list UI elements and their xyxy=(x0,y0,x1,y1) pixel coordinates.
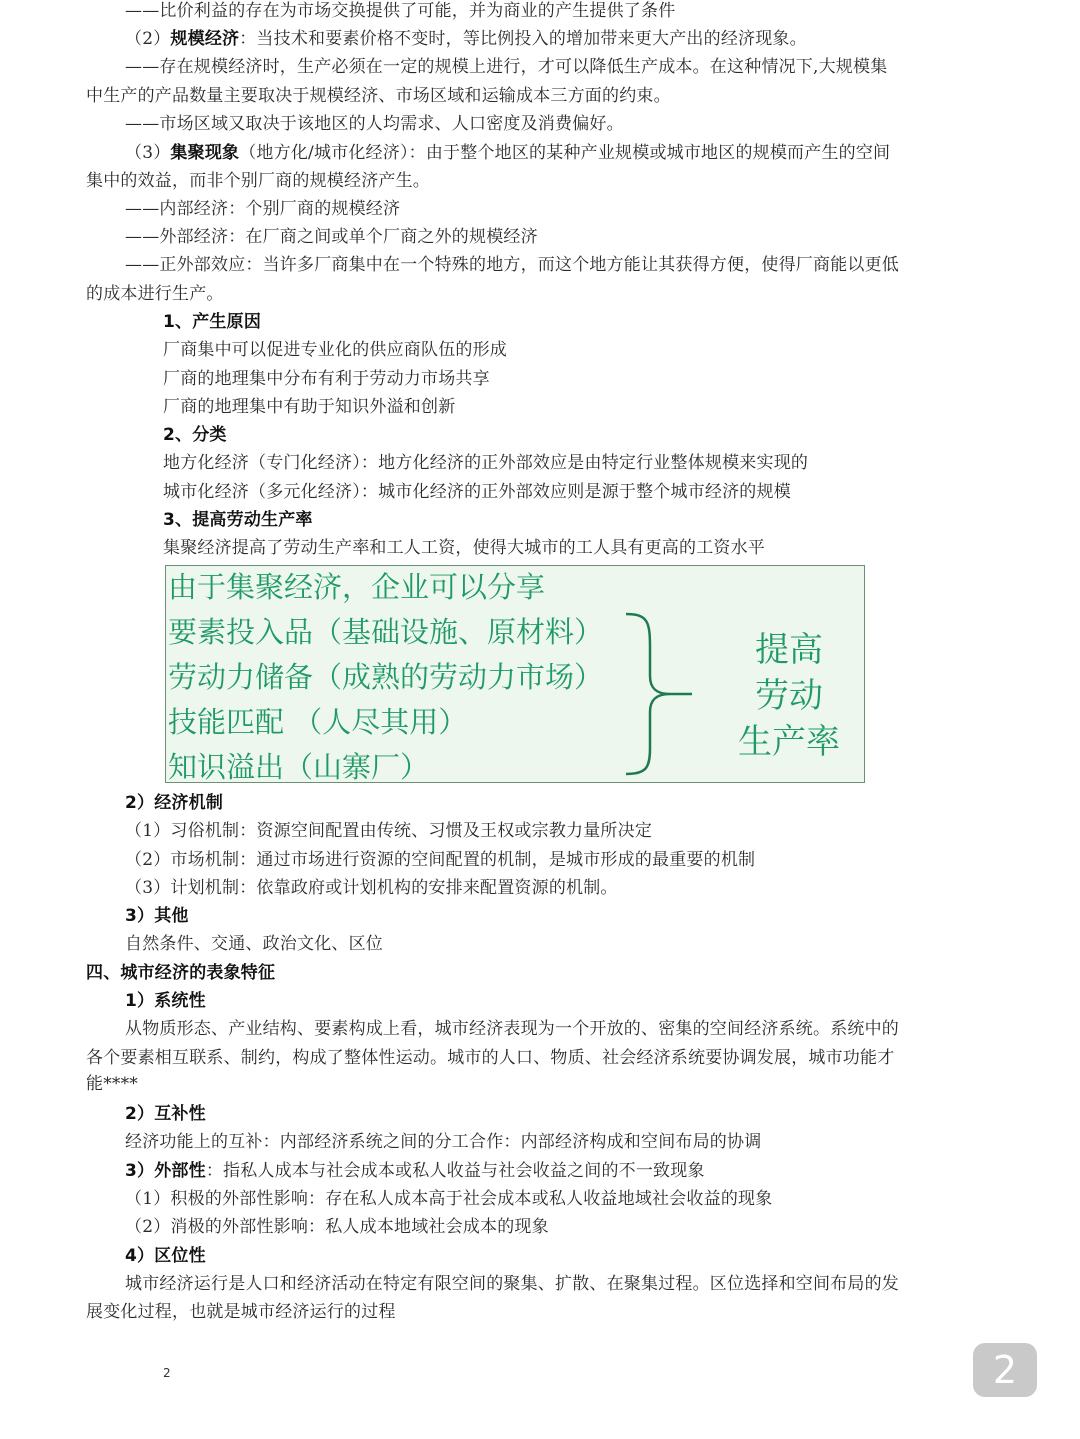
section-heading: 1）系统性 xyxy=(125,991,206,1011)
text-line: 自然条件、交通、政治文化、区位 xyxy=(125,934,383,954)
text-line: ——比价利益的存在为市场交换提供了可能，并为商业的产生提供了条件 xyxy=(125,1,676,21)
text-line: 各个要素相互联系、制约，构成了整体性运动。城市的人口、物质、社会经济系统要协调发展，城市功能才 xyxy=(86,1048,895,1068)
text-line: 经济功能上的互补：内部经济系统之间的分工合作：内部经济构成和空间布局的协调 xyxy=(125,1132,762,1152)
text-line: ——存在规模经济时，生产必须在一定的规模上进行，才可以降低生产成本。在这种情况下,大规模集 xyxy=(125,57,888,77)
figure-result-line: 劳动 xyxy=(755,676,823,716)
text-line: （3）计划机制：依靠政府或计划机构的安排来配置资源的机制。 xyxy=(125,878,618,898)
section-heading: 3）外部性 xyxy=(125,1161,206,1181)
section-heading: 2）经济机制 xyxy=(125,793,224,813)
text-line xyxy=(125,142,890,164)
figure-line: 技能匹配 （人尽其用） xyxy=(168,705,468,739)
item-number: （3） xyxy=(125,143,171,163)
page-number: 2 xyxy=(163,1366,171,1380)
text-line xyxy=(125,1160,705,1182)
figure-result-line: 提高 xyxy=(755,630,823,670)
term-scale-economy: 规模经济 xyxy=(170,29,240,49)
text-line: 厂商集中可以促进专业化的供应商队伍的形成 xyxy=(163,340,507,360)
page-indicator-badge[interactable]: 2 xyxy=(973,1343,1037,1397)
text-line: 城市经济运行是人口和经济活动在特定有限空间的聚集、扩散、在聚集过程。区位选择和空间布局的发 xyxy=(125,1274,899,1294)
term-definition: ：当技术和要素价格不变时，等比例投入的增加带来更大产出的经济现象。 xyxy=(239,29,807,49)
chapter-heading: 四、城市经济的表象特征 xyxy=(86,963,276,983)
section-heading: 2）互补性 xyxy=(125,1104,206,1124)
agglomeration-figure xyxy=(165,565,865,783)
text-line xyxy=(125,28,807,50)
text-line: 地方化经济（专门化经济）：地方化经济的正外部效应是由特定行业整体规模来实现的 xyxy=(163,453,809,473)
text-line: 能**** xyxy=(86,1074,138,1094)
term-definition: ：指私人成本与社会成本或私人收益与社会收益之间的不一致现象 xyxy=(205,1161,705,1181)
figure-line: 要素投入品（基础设施、原材料） xyxy=(168,615,604,649)
text-line: 厂商的地理集中分布有利于劳动力市场共享 xyxy=(163,369,490,389)
section-heading: 1、产生原因 xyxy=(163,312,262,332)
section-heading: 2、分类 xyxy=(163,425,227,445)
figure-line: 知识溢出（山寨厂） xyxy=(168,750,430,783)
text-line: （1）积极的外部性影响：存在私人成本高于社会成本或私人收益地域社会收益的现象 xyxy=(125,1189,773,1209)
text-line: ——内部经济：个别厂商的规模经济 xyxy=(125,199,401,219)
curly-brace-icon xyxy=(618,608,698,778)
section-heading: 3）其他 xyxy=(125,906,189,926)
figure-line: 劳动力储备（成熟的劳动力市场） xyxy=(168,660,604,694)
figure-line: 由于集聚经济，企业可以分享 xyxy=(168,570,546,604)
item-number: （2） xyxy=(125,29,171,49)
text-line: 集中的效益，而非个别厂商的规模经济产生。 xyxy=(86,171,430,191)
text-line: （2）市场机制：通过市场进行资源的空间配置的机制，是城市形成的最重要的机制 xyxy=(125,850,756,870)
text-line: ——外部经济：在厂商之间或单个厂商之外的规模经济 xyxy=(125,227,538,247)
text-line: 展变化过程，也就是城市经济运行的过程 xyxy=(86,1302,396,1322)
figure-result-line: 生产率 xyxy=(738,722,840,762)
term-agglomeration: 集聚现象 xyxy=(170,143,240,163)
text-line: 从物质形态、产业结构、要素构成上看，城市经济表现为一个开放的、密集的空间经济系统。系统中的 xyxy=(125,1019,899,1039)
text-line: （2）消极的外部性影响：私人成本地域社会成本的现象 xyxy=(125,1217,549,1237)
section-heading: 3、提高劳动生产率 xyxy=(163,510,313,530)
text-line: 的成本进行生产。 xyxy=(86,284,224,304)
section-heading: 4）区位性 xyxy=(125,1246,206,1266)
text-line: 中生产的产品数量主要取决于规模经济、市场区域和运输成本三方面的约束。 xyxy=(86,86,671,106)
text-line: ——市场区域又取决于该地区的人均需求、人口密度及消费偏好。 xyxy=(125,114,624,134)
text-line: （1）习俗机制：资源空间配置由传统、习惯及王权或宗教力量所决定 xyxy=(125,821,653,841)
term-definition: （地方化/城市化经济）：由于整个地区的某种产业规模或城市地区的规模而产生的空间 xyxy=(239,143,891,163)
text-line: 集聚经济提高了劳动生产率和工人工资，使得大城市的工人具有更高的工资水平 xyxy=(163,538,765,558)
text-line: ——正外部效应：当许多厂商集中在一个特殊的地方，而这个地方能让其获得方便，使得厂商能以更低 xyxy=(125,255,899,275)
text-line: 城市化经济（多元化经济）：城市化经济的正外部效应则是源于整个城市经济的规模 xyxy=(163,482,791,502)
text-line: 厂商的地理集中有助于知识外溢和创新 xyxy=(163,397,456,417)
